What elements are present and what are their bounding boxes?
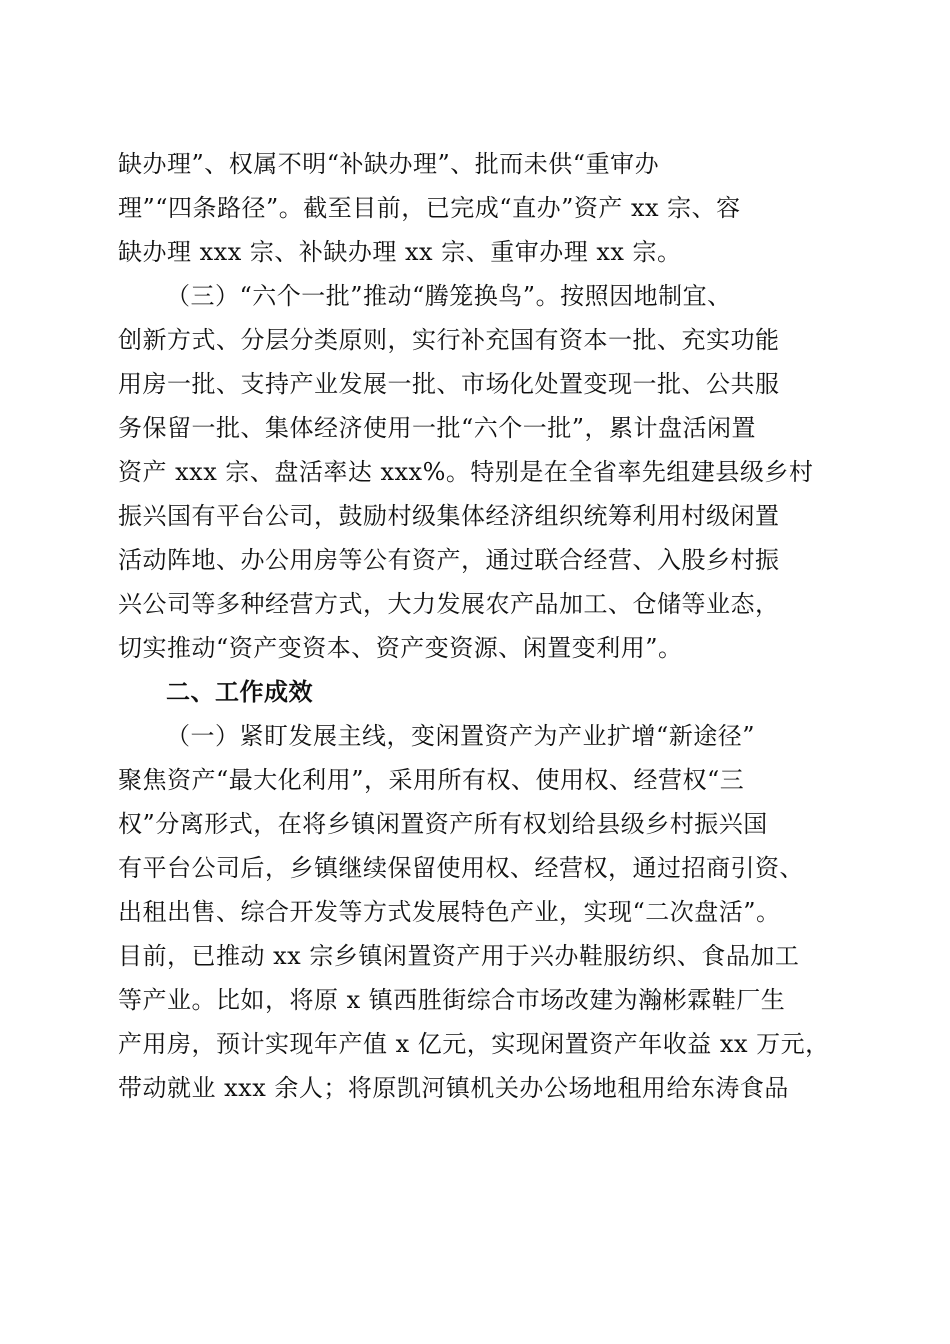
subheading-line: （三）“六个一批”推动“腾笼换鸟”。按照因地制宜、 [166,282,732,310]
text-line: 活动阵地、办公用房等公有资产，通过联合经营、入股乡村振 [118,546,780,574]
text-line: 等产业。比如，将原 x 镇西胜街综合市场改建为瀚彬霖鞋厂生 [118,986,786,1014]
section-heading: 二、工作成效 [166,678,313,706]
text-line: 振兴国有平台公司，鼓励村级集体经济组织统筹利用村级闲置 [118,502,780,530]
text-line: 切实推动“资产变资本、资产变资源、闲置变利用”。 [118,634,683,662]
text-line: 资产 xxx 宗、盘活率达 xxx%。特别是在全省率先组建县级乡村 [118,458,814,486]
text-line: 务保留一批、集体经济使用一批“六个一批”，累计盘活闲置 [118,414,757,442]
text-line: 带动就业 xxx 余人；将原凯河镇机关办公场地租用给东涛食品 [118,1074,789,1102]
text-line: 目前，已推动 xx 宗乡镇闲置资产用于兴办鞋服纺织、食品加工 [118,942,800,970]
text-line: 聚焦资产“最大化利用”，采用所有权、使用权、经营权“三 [118,766,745,794]
text-line: 兴公司等多种经营方式，大力发展农产品加工、仓储等业态， [118,590,780,618]
text-line: 权”分离形式，在将乡镇闲置资产所有权划给县级乡村振兴国 [118,810,768,838]
text-line: 缺办理”、权属不明“补缺办理”、批而未供“重审办 [118,150,660,178]
text-line: 缺办理 xxx 宗、补缺办理 xx 宗、重审办理 xx 宗。 [118,238,682,266]
text-line: 产用房，预计实现年产值 x 亿元，实现闲置资产年收益 xx 万元， [118,1030,830,1058]
subheading-line: （一）紧盯发展主线，变闲置资产为产业扩增“新途径” [166,722,756,750]
text-line: 出租出售、综合开发等方式发展特色产业，实现“二次盘活”。 [118,898,781,926]
text-line: 创新方式、分层分类原则，实行补充国有资本一批、充实功能 [118,326,780,354]
text-line: 用房一批、支持产业发展一批、市场化处置变现一批、公共服 [118,370,780,398]
text-line: 有平台公司后，乡镇继续保留使用权、经营权，通过招商引资、 [118,854,804,882]
text-line: 理”“四条路径”。截至目前，已完成“直办”资产 xx 宗、容 [118,194,741,222]
